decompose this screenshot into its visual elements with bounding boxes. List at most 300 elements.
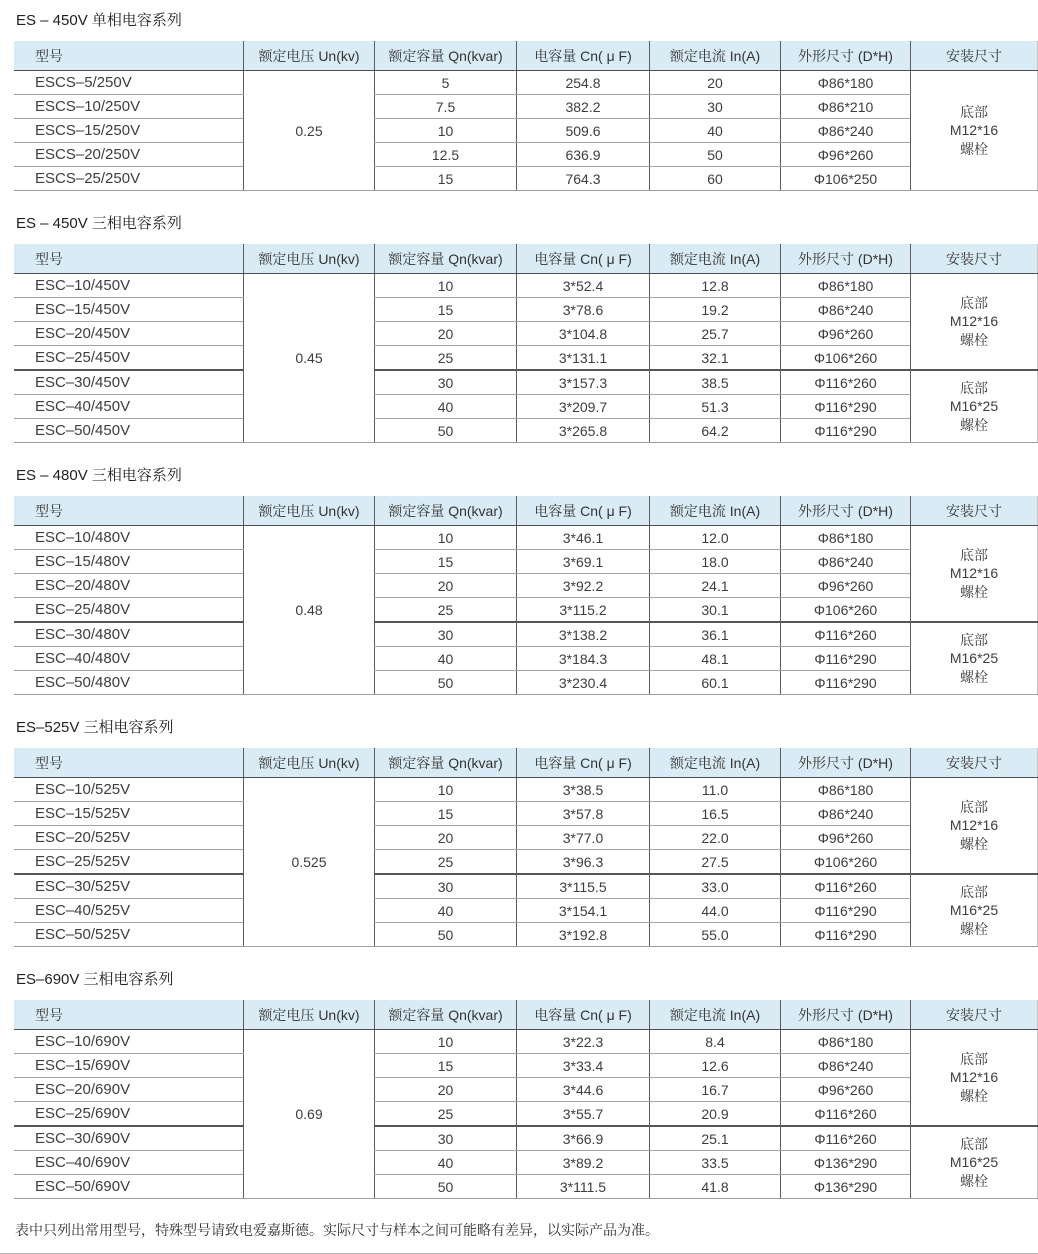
table-row xyxy=(14,923,1038,947)
column-header: 额定容量 Qn(kvar) xyxy=(375,1000,517,1030)
dimensions-cell: Φ116*290 xyxy=(781,899,911,923)
dimensions-cell: Φ116*260 xyxy=(781,1102,911,1127)
column-header: 外形尺寸 (D*H) xyxy=(781,496,911,526)
capacitance-cell: 3*96.3 xyxy=(517,850,650,875)
table-row xyxy=(14,1151,1038,1175)
model-cell: ESC–30/690V xyxy=(14,1126,244,1151)
table-row xyxy=(14,647,1038,671)
capacity-cell: 40 xyxy=(375,647,517,671)
column-header: 安装尺寸 xyxy=(911,496,1038,526)
current-cell: 12.0 xyxy=(650,526,781,550)
table-row xyxy=(14,274,1038,298)
model-cell: ESC–50/525V xyxy=(14,923,244,947)
voltage-cell: 0.48 xyxy=(244,526,375,695)
model-cell: ESCS–25/250V xyxy=(14,167,244,191)
mounting-line: M12*16 xyxy=(949,1069,999,1086)
dimensions-cell: Φ106*250 xyxy=(781,167,911,191)
mounting-cell xyxy=(911,1126,1038,1199)
table-row xyxy=(14,119,1038,143)
capacitance-cell: 3*104.8 xyxy=(517,322,650,346)
current-cell: 19.2 xyxy=(650,298,781,322)
capacity-cell: 40 xyxy=(375,395,517,419)
current-cell: 20.9 xyxy=(650,1102,781,1127)
table-row xyxy=(14,167,1038,191)
capacitance-cell: 3*78.6 xyxy=(517,298,650,322)
capacitance-cell: 3*115.2 xyxy=(517,598,650,623)
column-header: 外形尺寸 (D*H) xyxy=(781,244,911,274)
capacity-cell: 15 xyxy=(375,298,517,322)
dimensions-cell: Φ86*240 xyxy=(781,550,911,574)
table-row xyxy=(14,395,1038,419)
capacitance-cell: 3*230.4 xyxy=(517,671,650,695)
model-cell: ESC–15/690V xyxy=(14,1054,244,1078)
column-header: 型号 xyxy=(14,244,244,274)
spec-table-body xyxy=(14,526,1038,695)
capacity-cell: 25 xyxy=(375,346,517,371)
current-cell: 41.8 xyxy=(650,1175,781,1199)
capacitance-cell: 3*52.4 xyxy=(517,274,650,298)
column-header: 外形尺寸 (D*H) xyxy=(781,748,911,778)
capacity-cell: 25 xyxy=(375,850,517,875)
mounting-line: 底部 xyxy=(960,1051,988,1068)
current-cell: 24.1 xyxy=(650,574,781,598)
mounting-line: 底部 xyxy=(960,295,988,312)
capacity-cell: 15 xyxy=(375,167,517,191)
capacitance-cell: 3*111.5 xyxy=(517,1175,650,1199)
capacity-cell: 10 xyxy=(375,526,517,550)
current-cell: 60.1 xyxy=(650,671,781,695)
spec-table-header xyxy=(14,41,1038,71)
capacity-cell: 30 xyxy=(375,874,517,899)
column-header: 额定电压 Un(kv) xyxy=(244,1000,375,1030)
spec-table-body xyxy=(14,274,1038,443)
column-header: 额定电压 Un(kv) xyxy=(244,496,375,526)
mounting-cell xyxy=(911,370,1038,443)
current-cell: 44.0 xyxy=(650,899,781,923)
current-cell: 36.1 xyxy=(650,622,781,647)
capacitance-cell: 3*77.0 xyxy=(517,826,650,850)
current-cell: 33.0 xyxy=(650,874,781,899)
mounting-line: 螺栓 xyxy=(960,835,988,852)
table-row xyxy=(14,778,1038,802)
current-cell: 8.4 xyxy=(650,1030,781,1054)
mounting-line: M16*25 xyxy=(949,650,999,667)
capacitance-cell: 3*138.2 xyxy=(517,622,650,647)
capacity-cell: 50 xyxy=(375,923,517,947)
column-header: 额定容量 Qn(kvar) xyxy=(375,496,517,526)
dimensions-cell: Φ136*290 xyxy=(781,1151,911,1175)
table-row xyxy=(14,419,1038,443)
capacity-cell: 15 xyxy=(375,802,517,826)
spec-table-header xyxy=(14,244,1038,274)
table-row xyxy=(14,826,1038,850)
capacity-cell: 30 xyxy=(375,370,517,395)
capacitance-cell: 3*57.8 xyxy=(517,802,650,826)
spec-table xyxy=(14,496,1038,695)
mounting-line: M12*16 xyxy=(949,817,999,834)
mounting-cell xyxy=(911,1030,1038,1127)
dimensions-cell: Φ96*260 xyxy=(781,1078,911,1102)
dimensions-cell: Φ116*290 xyxy=(781,647,911,671)
model-cell: ESC–25/450V xyxy=(14,346,244,371)
dimensions-cell: Φ136*290 xyxy=(781,1175,911,1199)
dimensions-cell: Φ86*240 xyxy=(781,298,911,322)
mounting-line: 螺栓 xyxy=(960,668,988,685)
capacity-cell: 20 xyxy=(375,574,517,598)
series-title: ES – 450V 单相电容系列 xyxy=(16,12,182,29)
capacitance-cell: 3*184.3 xyxy=(517,647,650,671)
mounting-cell xyxy=(911,778,1038,875)
table-row xyxy=(14,1078,1038,1102)
capacitance-cell: 3*89.2 xyxy=(517,1151,650,1175)
capacity-cell: 40 xyxy=(375,1151,517,1175)
model-cell: ESC–20/480V xyxy=(14,574,244,598)
dimensions-cell: Φ86*210 xyxy=(781,95,911,119)
mounting-line: 底部 xyxy=(960,1136,988,1153)
mounting-cell xyxy=(911,874,1038,947)
current-cell: 12.8 xyxy=(650,274,781,298)
spec-table xyxy=(14,748,1038,947)
dimensions-cell: Φ116*290 xyxy=(781,419,911,443)
model-cell: ESC–40/480V xyxy=(14,647,244,671)
model-cell: ESC–30/525V xyxy=(14,874,244,899)
capacitance-cell: 3*44.6 xyxy=(517,1078,650,1102)
mounting-line: 底部 xyxy=(960,380,988,397)
capacitor-series-section xyxy=(14,464,1010,695)
capacity-cell: 10 xyxy=(375,778,517,802)
model-cell: ESC–15/450V xyxy=(14,298,244,322)
header-row xyxy=(14,244,1038,274)
current-cell: 25.7 xyxy=(650,322,781,346)
mounting-line: M16*25 xyxy=(949,902,999,919)
dimensions-cell: Φ116*260 xyxy=(781,622,911,647)
table-row xyxy=(14,1054,1038,1078)
table-row xyxy=(14,298,1038,322)
capacitance-cell: 3*131.1 xyxy=(517,346,650,371)
current-cell: 64.2 xyxy=(650,419,781,443)
table-row xyxy=(14,526,1038,550)
table-row xyxy=(14,1175,1038,1199)
capacity-cell: 10 xyxy=(375,119,517,143)
dimensions-cell: Φ86*180 xyxy=(781,526,911,550)
column-header: 额定电流 In(A) xyxy=(650,41,781,71)
table-row xyxy=(14,1030,1038,1054)
model-cell: ESC–50/480V xyxy=(14,671,244,695)
mounting-line: 螺栓 xyxy=(960,331,988,348)
dimensions-cell: Φ96*260 xyxy=(781,574,911,598)
dimensions-cell: Φ106*260 xyxy=(781,598,911,623)
column-header: 电容量 Cn( μ F) xyxy=(517,41,650,71)
column-header: 型号 xyxy=(14,496,244,526)
table-row xyxy=(14,622,1038,647)
mounting-line: 螺栓 xyxy=(960,1172,988,1189)
mounting-line: M12*16 xyxy=(949,565,999,582)
capacitance-cell: 509.6 xyxy=(517,119,650,143)
column-header: 额定电压 Un(kv) xyxy=(244,748,375,778)
column-header: 电容量 Cn( μ F) xyxy=(517,748,650,778)
capacity-cell: 25 xyxy=(375,598,517,623)
tables-root xyxy=(14,9,1010,1199)
dimensions-cell: Φ106*260 xyxy=(781,346,911,371)
capacity-cell: 10 xyxy=(375,1030,517,1054)
column-header: 额定容量 Qn(kvar) xyxy=(375,41,517,71)
spec-table-body xyxy=(14,778,1038,947)
current-cell: 16.5 xyxy=(650,802,781,826)
column-header: 外形尺寸 (D*H) xyxy=(781,41,911,71)
spec-table-header xyxy=(14,496,1038,526)
column-header: 安装尺寸 xyxy=(911,244,1038,274)
model-cell: ESC–25/480V xyxy=(14,598,244,623)
mounting-line: 螺栓 xyxy=(960,583,988,600)
capacitance-cell: 764.3 xyxy=(517,167,650,191)
capacitance-cell: 3*92.2 xyxy=(517,574,650,598)
current-cell: 16.7 xyxy=(650,1078,781,1102)
voltage-cell: 0.525 xyxy=(244,778,375,947)
header-row xyxy=(14,748,1038,778)
capacitance-cell: 3*22.3 xyxy=(517,1030,650,1054)
spec-table xyxy=(14,41,1038,191)
column-header: 外形尺寸 (D*H) xyxy=(781,1000,911,1030)
footnote: 表中只列出常用型号，特殊型号请致电爱嘉斯德。实际尺寸与样本之间可能略有差异，以实际产品为准。 xyxy=(15,1222,659,1238)
mounting-line: M16*25 xyxy=(949,398,999,415)
current-cell: 32.1 xyxy=(650,346,781,371)
capacitance-cell: 3*192.8 xyxy=(517,923,650,947)
model-cell: ESC–30/450V xyxy=(14,370,244,395)
capacitance-cell: 3*115.5 xyxy=(517,874,650,899)
header-row xyxy=(14,1000,1038,1030)
dimensions-cell: Φ116*290 xyxy=(781,923,911,947)
current-cell: 18.0 xyxy=(650,550,781,574)
column-header: 安装尺寸 xyxy=(911,748,1038,778)
current-cell: 48.1 xyxy=(650,647,781,671)
capacitance-cell: 3*33.4 xyxy=(517,1054,650,1078)
mounting-line: 底部 xyxy=(960,884,988,901)
capacity-cell: 30 xyxy=(375,1126,517,1151)
dimensions-cell: Φ116*290 xyxy=(781,395,911,419)
capacity-cell: 10 xyxy=(375,274,517,298)
table-row xyxy=(14,550,1038,574)
current-cell: 40 xyxy=(650,119,781,143)
spec-table-body xyxy=(14,71,1038,191)
current-cell: 12.6 xyxy=(650,1054,781,1078)
capacitor-series-section xyxy=(14,9,1010,191)
column-header: 电容量 Cn( μ F) xyxy=(517,1000,650,1030)
mounting-line: M12*16 xyxy=(949,313,999,330)
mounting-cell xyxy=(911,622,1038,695)
model-cell: ESC–20/450V xyxy=(14,322,244,346)
table-row xyxy=(14,802,1038,826)
capacitance-cell: 3*154.1 xyxy=(517,899,650,923)
dimensions-cell: Φ96*260 xyxy=(781,826,911,850)
current-cell: 11.0 xyxy=(650,778,781,802)
capacity-cell: 15 xyxy=(375,1054,517,1078)
column-header: 额定电流 In(A) xyxy=(650,244,781,274)
model-cell: ESCS–10/250V xyxy=(14,95,244,119)
dimensions-cell: Φ96*260 xyxy=(781,143,911,167)
column-header: 额定电压 Un(kv) xyxy=(244,41,375,71)
current-cell: 60 xyxy=(650,167,781,191)
column-header: 安装尺寸 xyxy=(911,1000,1038,1030)
mounting-cell xyxy=(911,71,1038,191)
dimensions-cell: Φ86*240 xyxy=(781,119,911,143)
spec-table xyxy=(14,1000,1038,1199)
dimensions-cell: Φ116*260 xyxy=(781,1126,911,1151)
table-row xyxy=(14,95,1038,119)
column-header: 型号 xyxy=(14,41,244,71)
mounting-cell xyxy=(911,526,1038,623)
current-cell: 25.1 xyxy=(650,1126,781,1151)
capacitance-cell: 3*157.3 xyxy=(517,370,650,395)
model-cell: ESC–50/450V xyxy=(14,419,244,443)
current-cell: 30 xyxy=(650,95,781,119)
header-row xyxy=(14,496,1038,526)
current-cell: 30.1 xyxy=(650,598,781,623)
table-row xyxy=(14,850,1038,875)
capacitance-cell: 3*69.1 xyxy=(517,550,650,574)
column-header: 电容量 Cn( μ F) xyxy=(517,496,650,526)
table-row xyxy=(14,322,1038,346)
spec-table-header xyxy=(14,1000,1038,1030)
spec-table xyxy=(14,244,1038,443)
dimensions-cell: Φ116*290 xyxy=(781,671,911,695)
capacity-cell: 40 xyxy=(375,899,517,923)
capacitance-cell: 3*55.7 xyxy=(517,1102,650,1127)
column-header: 额定电流 In(A) xyxy=(650,496,781,526)
capacitance-cell: 3*66.9 xyxy=(517,1126,650,1151)
mounting-line: 螺栓 xyxy=(960,416,988,433)
capacity-cell: 5 xyxy=(375,71,517,95)
dimensions-cell: Φ96*260 xyxy=(781,322,911,346)
capacitance-cell: 3*46.1 xyxy=(517,526,650,550)
voltage-cell: 0.25 xyxy=(244,71,375,191)
capacity-cell: 20 xyxy=(375,322,517,346)
series-title: ES–690V 三相电容系列 xyxy=(16,971,174,988)
mounting-line: 螺栓 xyxy=(960,140,988,157)
header-row xyxy=(14,41,1038,71)
model-cell: ESC–50/690V xyxy=(14,1175,244,1199)
current-cell: 38.5 xyxy=(650,370,781,395)
capacitance-cell: 3*38.5 xyxy=(517,778,650,802)
mounting-line: 底部 xyxy=(960,547,988,564)
current-cell: 33.5 xyxy=(650,1151,781,1175)
capacity-cell: 50 xyxy=(375,671,517,695)
column-header: 型号 xyxy=(14,748,244,778)
current-cell: 27.5 xyxy=(650,850,781,875)
dimensions-cell: Φ116*260 xyxy=(781,370,911,395)
model-cell: ESC–10/480V xyxy=(14,526,244,550)
capacitance-cell: 254.8 xyxy=(517,71,650,95)
table-row xyxy=(14,346,1038,371)
dimensions-cell: Φ86*180 xyxy=(781,778,911,802)
capacity-cell: 20 xyxy=(375,826,517,850)
table-row xyxy=(14,1126,1038,1151)
column-header: 安装尺寸 xyxy=(911,41,1038,71)
column-header: 额定电压 Un(kv) xyxy=(244,244,375,274)
table-row xyxy=(14,370,1038,395)
capacitance-cell: 3*265.8 xyxy=(517,419,650,443)
table-row xyxy=(14,598,1038,623)
column-header: 型号 xyxy=(14,1000,244,1030)
model-cell: ESC–10/690V xyxy=(14,1030,244,1054)
model-cell: ESC–10/450V xyxy=(14,274,244,298)
current-cell: 50 xyxy=(650,143,781,167)
table-row xyxy=(14,899,1038,923)
capacitor-series-section xyxy=(14,212,1010,443)
capacity-cell: 12.5 xyxy=(375,143,517,167)
spec-table-body xyxy=(14,1030,1038,1199)
series-title: ES – 480V 三相电容系列 xyxy=(16,467,182,484)
mounting-line: 螺栓 xyxy=(960,1087,988,1104)
dimensions-cell: Φ86*180 xyxy=(781,1030,911,1054)
model-cell: ESC–40/525V xyxy=(14,899,244,923)
current-cell: 51.3 xyxy=(650,395,781,419)
capacity-cell: 15 xyxy=(375,550,517,574)
mounting-line: M12*16 xyxy=(949,122,999,139)
mounting-line: 螺栓 xyxy=(960,920,988,937)
mounting-line: 底部 xyxy=(960,799,988,816)
dimensions-cell: Φ116*260 xyxy=(781,874,911,899)
table-row xyxy=(14,874,1038,899)
spec-table-header xyxy=(14,748,1038,778)
capacity-cell: 25 xyxy=(375,1102,517,1127)
capacity-cell: 50 xyxy=(375,419,517,443)
model-cell: ESC–15/525V xyxy=(14,802,244,826)
current-cell: 22.0 xyxy=(650,826,781,850)
capacitor-series-section xyxy=(14,716,1010,947)
mounting-cell xyxy=(911,274,1038,371)
model-cell: ESC–15/480V xyxy=(14,550,244,574)
voltage-cell: 0.45 xyxy=(244,274,375,443)
capacity-cell: 20 xyxy=(375,1078,517,1102)
capacitor-series-section xyxy=(14,968,1010,1199)
model-cell: ESC–20/690V xyxy=(14,1078,244,1102)
column-header: 额定容量 Qn(kvar) xyxy=(375,748,517,778)
model-cell: ESC–25/525V xyxy=(14,850,244,875)
model-cell: ESC–40/450V xyxy=(14,395,244,419)
dimensions-cell: Φ86*180 xyxy=(781,274,911,298)
column-header: 额定电流 In(A) xyxy=(650,748,781,778)
capacity-cell: 7.5 xyxy=(375,95,517,119)
table-row xyxy=(14,1102,1038,1127)
mounting-line: 底部 xyxy=(960,632,988,649)
capacitance-cell: 3*209.7 xyxy=(517,395,650,419)
column-header: 额定容量 Qn(kvar) xyxy=(375,244,517,274)
model-cell: ESCS–20/250V xyxy=(14,143,244,167)
dimensions-cell: Φ86*240 xyxy=(781,802,911,826)
table-row xyxy=(14,671,1038,695)
series-title: ES–525V 三相电容系列 xyxy=(16,719,174,736)
model-cell: ESC–30/480V xyxy=(14,622,244,647)
capacitance-cell: 382.2 xyxy=(517,95,650,119)
model-cell: ESC–25/690V xyxy=(14,1102,244,1127)
capacitance-cell: 636.9 xyxy=(517,143,650,167)
model-cell: ESC–10/525V xyxy=(14,778,244,802)
model-cell: ESCS–15/250V xyxy=(14,119,244,143)
mounting-line: 底部 xyxy=(960,104,988,121)
column-header: 额定电流 In(A) xyxy=(650,1000,781,1030)
dimensions-cell: Φ86*180 xyxy=(781,71,911,95)
capacity-cell: 30 xyxy=(375,622,517,647)
table-row xyxy=(14,71,1038,95)
mounting-line: M16*25 xyxy=(949,1154,999,1171)
dimensions-cell: Φ86*240 xyxy=(781,1054,911,1078)
table-row xyxy=(14,574,1038,598)
model-cell: ESC–40/690V xyxy=(14,1151,244,1175)
voltage-cell: 0.69 xyxy=(244,1030,375,1199)
column-header: 电容量 Cn( μ F) xyxy=(517,244,650,274)
model-cell: ESCS–5/250V xyxy=(14,71,244,95)
capacity-cell: 50 xyxy=(375,1175,517,1199)
